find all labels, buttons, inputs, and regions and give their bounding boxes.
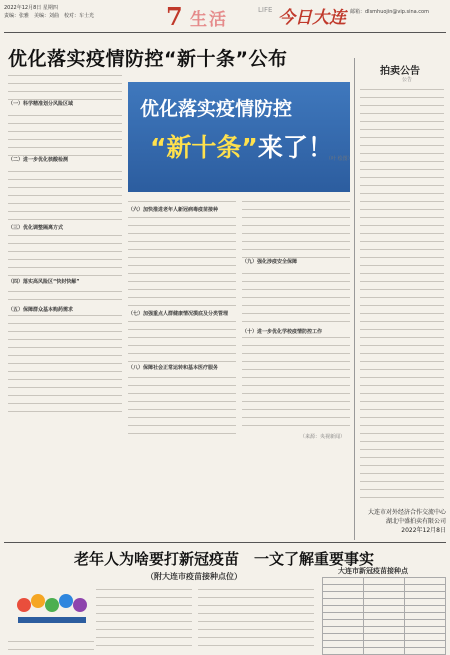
banner-line1: 优化落实疫情防控: [140, 98, 293, 120]
masthead-meta: [4, 4, 164, 20]
article-column-3: [242, 198, 350, 430]
table-cell: [405, 592, 446, 599]
section-heading: （二）进一步优化核酸检测: [8, 156, 122, 164]
table-row: [323, 606, 446, 613]
sidebar-title: 拍卖公告: [380, 66, 420, 77]
article2-column-1: [96, 586, 192, 648]
article2-column-2: [198, 586, 314, 648]
table-cell: [405, 627, 446, 634]
table-cell: [364, 592, 405, 599]
sidebar-org: 大连市对外经济合作交流中心: [367, 509, 446, 516]
page-number: 7: [166, 2, 183, 31]
article-source: （来源：央视新闻）: [300, 434, 346, 440]
table-cell: [364, 627, 405, 634]
masthead-divider: [4, 32, 446, 33]
section-heading: （八）保障社会正常运转和基本医疗服务: [128, 364, 236, 372]
illustration-credit: （叶 绘图）: [326, 156, 353, 162]
table-cell: [405, 585, 446, 592]
sidebar-body: [360, 86, 444, 502]
vaccination-logo: [10, 583, 94, 635]
section-heading: （六）加快推进老年人新冠病毒疫苗接种: [128, 206, 236, 214]
sidebar-date: 2022年12月8日: [401, 527, 446, 534]
section-en: LIFE: [258, 6, 273, 14]
section-divider: [4, 542, 446, 543]
table-cell: [323, 592, 364, 599]
table-row: [323, 648, 446, 655]
sidebar-tag: 公告: [402, 77, 413, 83]
section-heading: （一）科学精准划分风险区域: [8, 100, 122, 108]
table-cell: [364, 606, 405, 613]
table-row: [323, 634, 446, 641]
table-row: [323, 627, 446, 634]
table-cell: [405, 606, 446, 613]
table-row: [323, 585, 446, 592]
table-cell: [364, 585, 405, 592]
table-cell: [364, 634, 405, 641]
table-row: [323, 599, 446, 606]
article2-column-left: [8, 638, 94, 650]
table-cell: [323, 634, 364, 641]
second-headline: 老年人为啥要打新冠疫苗 一文了解重要事实: [74, 550, 375, 568]
table-cell: [323, 648, 364, 655]
table-cell: [405, 648, 446, 655]
table-cell: [405, 578, 446, 585]
article-column-1: [8, 72, 122, 412]
table-cell: [364, 613, 405, 620]
contact-email: 邮箱：dlsmhuojin@vip.sina.com: [350, 9, 429, 15]
sidebar-co-org: 湖北中盛拍卖有限公司: [385, 518, 446, 525]
table-cell: [323, 606, 364, 613]
table-cell: [323, 585, 364, 592]
table-cell: [323, 599, 364, 606]
table-cell: [364, 578, 405, 585]
brand-logo: 今日大连: [278, 8, 346, 28]
section-heading: （三）优化调整隔离方式: [8, 224, 122, 232]
table-row: [323, 620, 446, 627]
date-line: 2022年12月8日 星期四: [4, 5, 58, 11]
banner-highlight: “新十条”: [150, 133, 258, 162]
banner-tail: 来了！: [257, 133, 333, 162]
vaccine-sites-title: 大连市新冠疫苗接种点: [338, 567, 408, 575]
table-row: [323, 613, 446, 620]
section-heading: （十）进一步优化学校疫情防控工作: [242, 328, 350, 336]
table-cell: [364, 641, 405, 648]
section-name: 生活: [190, 10, 228, 30]
table-cell: [405, 620, 446, 627]
section-heading: （七）加强重点人群健康情况摸底及分类管理: [128, 310, 236, 318]
table-row: [323, 592, 446, 599]
table-cell: [405, 613, 446, 620]
table-cell: [364, 620, 405, 627]
table-cell: [405, 599, 446, 606]
table-row: [323, 641, 446, 648]
main-headline: 优化落实疫情防控“新十条”公布: [8, 48, 288, 70]
section-heading: （四）落实高风险区“快封快解”: [8, 278, 122, 286]
vaccine-sites-table: [322, 577, 446, 655]
table-cell: [364, 599, 405, 606]
editor-line: 责编：张雅 美编：刘曲 校对：车士光: [4, 13, 95, 19]
banner-line2: [150, 128, 333, 164]
table-cell: [323, 641, 364, 648]
section-heading: （九）强化涉疫安全保障: [242, 258, 350, 266]
table-cell: [364, 648, 405, 655]
section-heading: （五）保障群众基本购药需求: [8, 306, 122, 314]
sidebar-signature: [360, 508, 446, 535]
second-subhead: （附大连市疫苗接种点位）: [146, 572, 242, 581]
table-cell: [323, 613, 364, 620]
table-cell: [323, 627, 364, 634]
table-cell: [405, 634, 446, 641]
table-cell: [405, 641, 446, 648]
banner-graphic: [128, 82, 350, 192]
article-column-2: [128, 198, 236, 434]
table-row: [323, 578, 446, 585]
table-cell: [323, 578, 364, 585]
table-cell: [323, 620, 364, 627]
